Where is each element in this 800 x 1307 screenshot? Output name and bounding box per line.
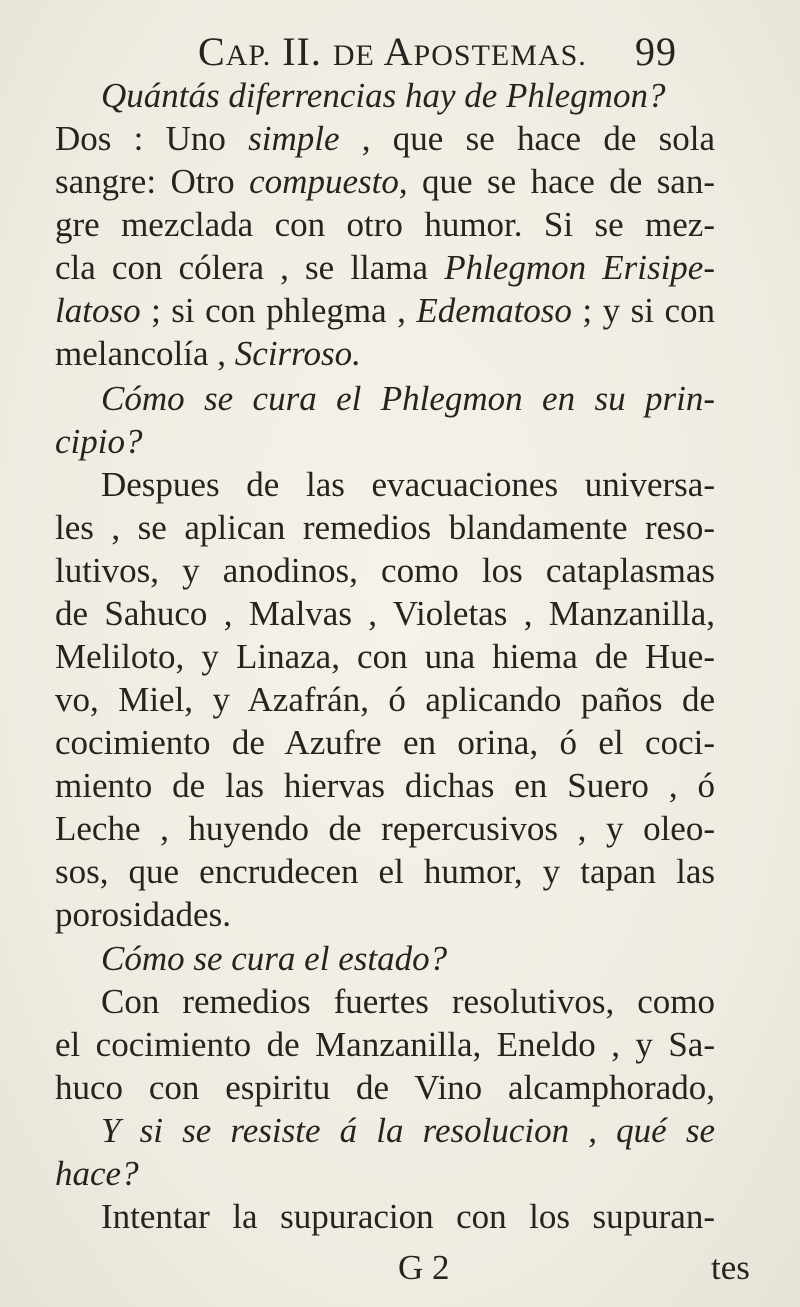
text-line [55,549,715,593]
text-line [55,721,715,765]
text-line [55,160,715,204]
text-segment: Dos : Uno [55,119,249,158]
text-segment: vo, Miel, y Azafrán, ó aplicando paños de [55,680,715,719]
text-segment: cla con cólera , se llama [55,248,445,287]
text-segment: lutivos, y anodinos, como los cataplasmas [55,551,715,590]
text-line [55,850,715,894]
text-segment: , que se hace de sola [339,119,715,158]
text-line [55,506,715,550]
italic-segment: Scirroso. [234,334,361,373]
text-segment: les , se aplican remedios blandamente reso- [55,508,715,547]
italic-segment: hace? [55,1154,139,1193]
text-line [55,289,715,333]
text-segment: melancolía , [55,334,235,373]
text-segment: ; si con phlegma , [140,291,417,330]
text-segment: porosidades. [55,895,231,934]
text-line [55,420,255,464]
text-segment: ; y si con [571,291,715,330]
text-line [55,117,715,161]
text-line [55,893,355,937]
text-segment: huco con espiritu de Vino alcamphorado, [55,1068,715,1107]
text-line [55,592,715,636]
text-segment: de Sahuco , Malvas , Violetas , Manzanilla, [55,594,715,633]
italic-segment: latoso [55,291,141,330]
italic-segment: Edematoso [416,291,572,330]
italic-segment: Cómo se cura el estado? [101,939,448,978]
text-segment: sos, que encrudecen el humor, y tapan las [55,852,715,891]
italic-segment: Y si se resiste á la resolucion , qué se [101,1111,715,1150]
italic-segment: Cómo se cura el Phlegmon en su prin- [101,379,715,418]
text-line [55,1023,715,1067]
catchword: tes [711,1248,750,1287]
text-line [55,1152,255,1196]
text-line [55,203,715,247]
italic-segment: cipio? [55,422,143,461]
text-segment: Con remedios fuertes resolutivos, como [101,982,715,1021]
text-line [101,74,666,118]
text-line [101,980,715,1024]
text-segment: Meliloto, y Linaza, con una hiema de Hue- [55,637,715,676]
running-header [198,28,758,78]
italic-segment: Phlegmon Erisipe- [444,248,715,287]
text-line [101,1195,715,1239]
text-segment: miento de las hiervas dichas en Suero , ó [55,766,715,805]
text-line [55,1066,715,1110]
text-segment: Leche , huyendo de repercusivos , y oleo- [55,809,715,848]
text-line [101,1109,715,1153]
italic-segment: simple [248,119,340,158]
chapter-title: CAP. II. DE APOSTEMAS. [198,29,587,74]
text-line [55,807,715,851]
text-line [55,246,715,290]
text-line [55,635,715,679]
text-line [101,937,601,981]
text-segment: gre mezclada con otro humor. Si se mez- [55,205,715,244]
italic-segment: compuesto [249,162,399,201]
text-line [55,764,715,808]
text-segment: , que se hace de san- [398,162,715,201]
signature-mark: G 2 [398,1248,450,1287]
text-line [55,678,715,722]
text-segment: Despues de las evacuaciones universa- [101,465,715,504]
text-segment: sangre: Otro [55,162,250,201]
text-segment: Intentar la supuracion con los supuran- [101,1197,715,1236]
text-line [101,377,715,421]
italic-segment: Quántás diferrencias hay de Phlegmon? [101,76,666,115]
text-segment: el cocimiento de Manzanilla, Eneldo , y Sa- [55,1025,715,1064]
text-segment: cocimiento de Azufre en orina, ó el coci- [55,723,715,762]
text-line [101,463,715,507]
page-number: 99 [635,29,677,74]
text-line [55,332,455,376]
